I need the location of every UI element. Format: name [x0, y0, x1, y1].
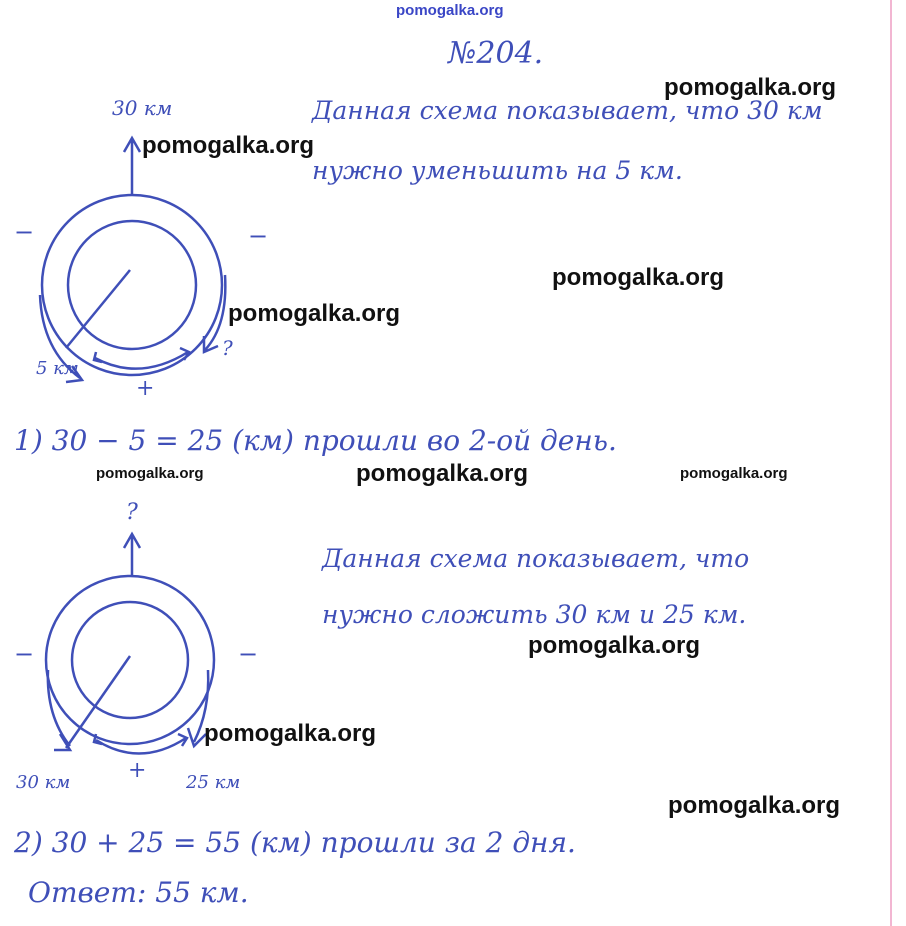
watermark: pomogalka.org — [356, 460, 529, 487]
diagram2-minus-right: − — [238, 640, 259, 668]
header-watermark: pomogalka.org — [396, 2, 504, 19]
text2-line2: нужно сложить 30 км и 25 км. — [322, 600, 747, 629]
solution-step-1: 1) 30 − 5 = 25 (км) прошли во 2-ой день. — [14, 424, 617, 457]
solution-step-2: 2) 30 + 25 = 55 (км) прошли за 2 дня. — [14, 826, 576, 859]
watermark: pomogalka.org — [204, 720, 377, 747]
diagram2-plus: + — [128, 758, 147, 783]
answer-line: Ответ: 55 км. — [28, 876, 249, 909]
watermark: pomogalka.org — [680, 465, 788, 482]
inner-ring — [72, 602, 188, 718]
watermark: pomogalka.org — [142, 132, 315, 159]
diagram1-left-label: 5 км — [36, 358, 79, 379]
inner-ring — [68, 221, 196, 349]
diagram2-right-label: 25 км — [186, 772, 241, 793]
top-arrow — [124, 138, 140, 195]
watermark: pomogalka.org — [668, 792, 841, 819]
text1-line2: нужно уменьшить на 5 км. — [312, 156, 683, 185]
watermark: pomogalka.org — [664, 74, 837, 101]
watermark: pomogalka.org — [96, 465, 204, 482]
diagram2-top-label: ? — [126, 500, 138, 525]
radius-line — [66, 270, 130, 348]
problem-number: №204. — [448, 36, 544, 71]
watermark: pomogalka.org — [228, 300, 401, 327]
diagram1-minus-left: − — [14, 218, 35, 246]
text2-line1: Данная схема показывает, что — [322, 544, 750, 573]
diagram1-top-label: 30 км — [112, 96, 173, 120]
left-arc-arrow — [48, 670, 70, 750]
watermark: pomogalka.org — [528, 632, 701, 659]
margin-line — [890, 0, 892, 926]
diagram1-right-label: ? — [222, 336, 233, 360]
diagram1-minus-right: − — [248, 222, 269, 250]
diagram2-minus-left: − — [14, 640, 35, 668]
watermark: pomogalka.org — [552, 264, 725, 291]
diagram1-plus: + — [136, 376, 155, 401]
text1-line1: Данная схема показывает, что 30 км — [312, 96, 823, 125]
diagram2-left-label: 30 км — [16, 772, 71, 793]
top-arrow — [124, 534, 140, 576]
radius-line — [66, 656, 130, 748]
